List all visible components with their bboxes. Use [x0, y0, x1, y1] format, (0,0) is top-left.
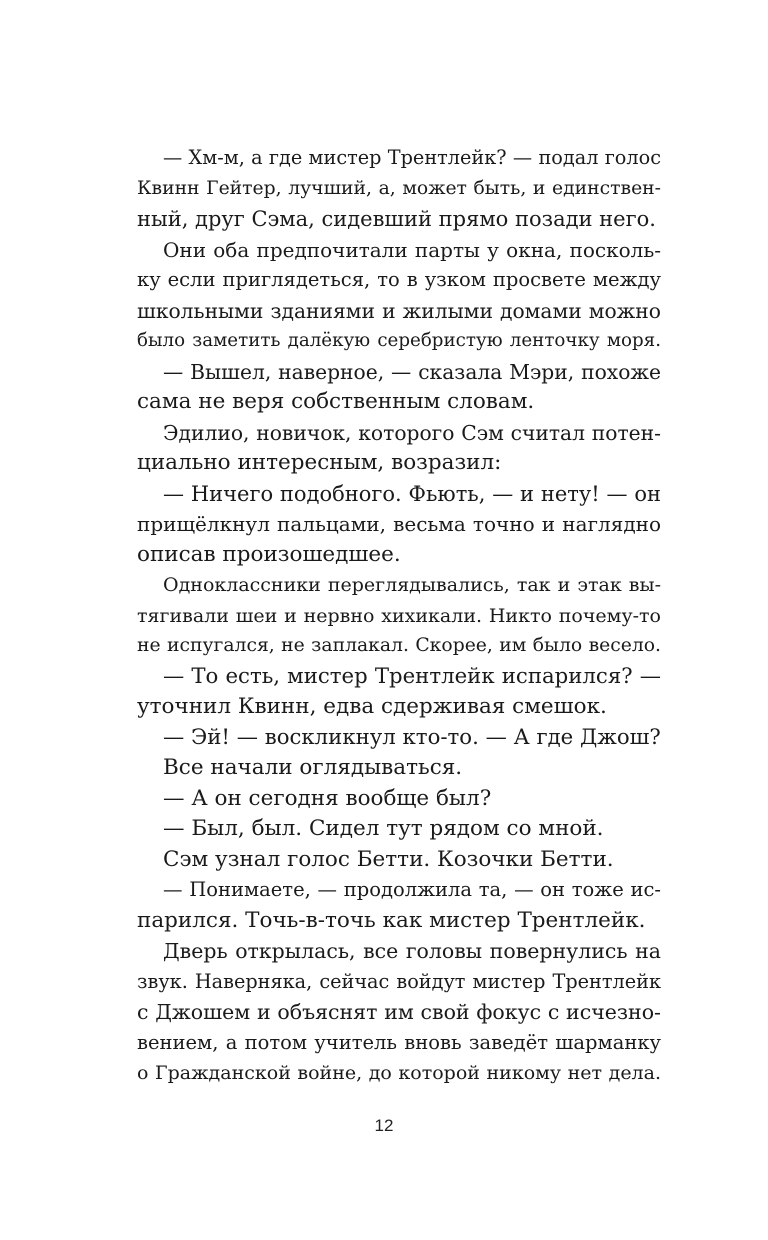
- text-line: уточнил Квинн, едва сдерживая смешок.: [137, 694, 607, 719]
- text-line: описав произошедшее.: [137, 541, 401, 567]
- text-line: — То есть, мистер Трентлейк испарился? —: [163, 663, 661, 689]
- text-line: ку если приглядеться, то в узком просвете между: [137, 268, 661, 291]
- body-text: [137, 143, 661, 1089]
- text-line: — Эй! — воскликнул кто-то. — А где Джош?: [163, 724, 661, 750]
- text-line: Дверь открылась, все головы повернулись на: [163, 939, 661, 963]
- text-line: Эдилио, новичок, которого Сэм считал потен-: [163, 420, 661, 445]
- text-line: Сэм узнал голос Бетти. Козочки Бетти.: [163, 846, 614, 872]
- text-line: — А он сегодня вообще был?: [163, 785, 492, 811]
- text-line: — Хм-м, а где мистер Трентлейк? — подал голос: [163, 146, 661, 169]
- text-line: — Был, был. Сидел тут рядом со мной.: [163, 816, 604, 841]
- text-line: — Вышел, наверное, — сказала Мэри, похоже: [163, 359, 661, 384]
- text-line: с Джошем и объяснят им свой фокус с исчезно-: [137, 1000, 661, 1024]
- text-line: Квинн Гейтер, лучший, а, может быть, и единствен-: [137, 177, 661, 199]
- text-line: о Гражданской войне, до которой никому нет дела.: [137, 1062, 661, 1084]
- text-line: сама не веря собственным словам.: [137, 389, 535, 414]
- text-line: Все начали оглядываться.: [163, 755, 463, 780]
- text-line: ный, друг Сэма, сидевший прямо позади него.: [137, 207, 656, 231]
- text-line: тягивали шеи и нервно хихикали. Никто почему-то: [137, 604, 661, 627]
- text-line: Одноклассники переглядывались, так и этак вы-: [163, 574, 661, 596]
- text-line: циально интересным, возразил:: [137, 450, 502, 475]
- text-line: школьными зданиями и жилыми домами можно: [137, 298, 661, 323]
- text-line: — Понимаете, — продолжила та, — он тоже ис-: [163, 878, 661, 901]
- text-line: — Ничего подобного. Фьють, — и нету! — он: [163, 481, 661, 506]
- text-line: звук. Наверняка, сейчас войдут мистер Трентлейк: [137, 969, 661, 993]
- text-line: вением, а потом учитель вновь заведёт шарманку: [137, 1030, 661, 1054]
- text-line: прищёлкнул пальцами, весьма точно и наглядно: [137, 512, 661, 536]
- text-line: парился. Точь-в-точь как мистер Трентлейк.: [137, 907, 646, 933]
- text-line: не испугался, не заплакал. Скорее, им было весело.: [137, 635, 661, 656]
- page-number: 12: [374, 1116, 394, 1135]
- text-line: было заметить далёкую серебристую ленточку моря.: [137, 330, 661, 351]
- text-line: Они оба предпочитали парты у окна, посколь-: [163, 237, 661, 262]
